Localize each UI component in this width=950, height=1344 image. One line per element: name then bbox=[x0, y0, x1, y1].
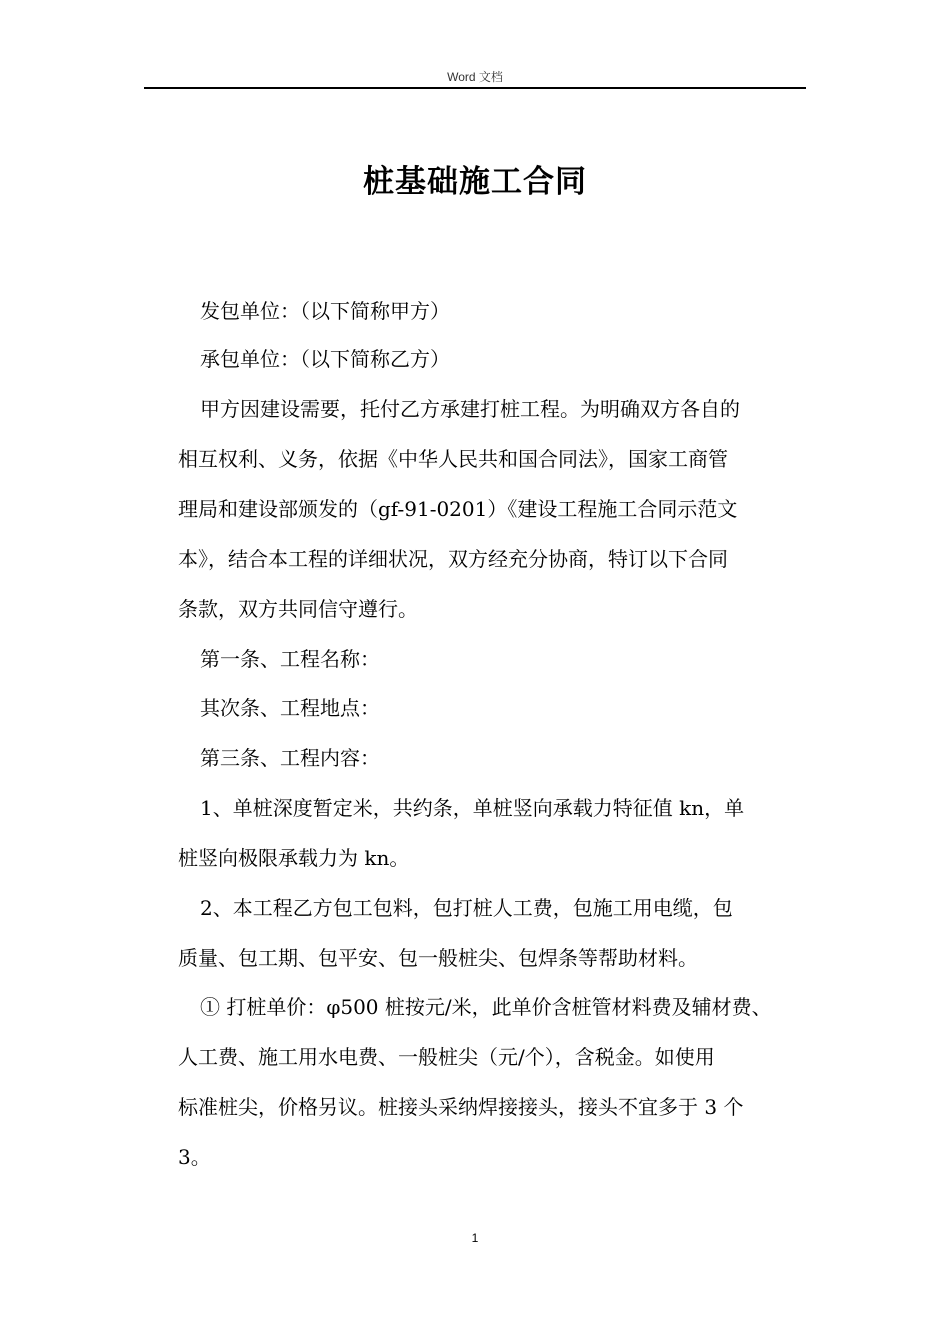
header-text: Word 文档 bbox=[447, 70, 503, 84]
paragraph-line: 标准桩尖，价格另议。桩接头采纳焊接接头，接头不宜多于 3 个 bbox=[178, 1095, 744, 1119]
document-title: 桩基础施工合同 bbox=[363, 164, 587, 200]
paragraph-line: 承包单位：（以下简称乙方） bbox=[200, 347, 450, 371]
paragraph-line: 发包单位：（以下简称甲方） bbox=[200, 299, 450, 323]
paragraph-line: 2、本工程乙方包工包料，包打桩人工费，包施工用电缆，包 bbox=[200, 896, 733, 920]
paragraph-line: 相互权利、义务，依据《中华人民共和国合同法》，国家工商管 bbox=[178, 447, 728, 471]
paragraph-line: 甲方因建设需要，托付乙方承建打桩工程。为明确双方各自的 bbox=[200, 397, 740, 421]
paragraph-line: 第一条、工程名称： bbox=[200, 647, 380, 671]
paragraph-line: 3。 bbox=[178, 1145, 211, 1169]
paragraph-line: 本》，结合本工程的详细状况，双方经充分协商，特订以下合同 bbox=[178, 547, 728, 571]
paragraph-line: 人工费、施工用水电费、一般桩尖（元/个），含税金。如使用 bbox=[178, 1045, 715, 1069]
paragraph-line: 质量、包工期、包平安、包一般桩尖、包焊条等帮助材料。 bbox=[178, 946, 698, 970]
page-number: 1 bbox=[471, 1231, 479, 1245]
paragraph-line: 条款，双方共同信守遵行。 bbox=[178, 597, 418, 621]
paragraph-line: 其次条、工程地点： bbox=[200, 696, 380, 720]
paragraph-line: 理局和建设部颁发的（gf-91-0201）《建设工程施工合同示范文 bbox=[178, 497, 738, 521]
header-divider bbox=[144, 87, 806, 89]
paragraph-line: ① 打桩单价：φ500 桩按元/米，此单价含桩管材料费及辅材费、 bbox=[200, 995, 772, 1019]
paragraph-line: 1、单桩深度暂定米，共约条，单桩竖向承载力特征值 kn，单 bbox=[200, 796, 745, 820]
paragraph-line: 第三条、工程内容： bbox=[200, 746, 380, 770]
paragraph-line: 桩竖向极限承载力为 kn。 bbox=[178, 846, 410, 870]
